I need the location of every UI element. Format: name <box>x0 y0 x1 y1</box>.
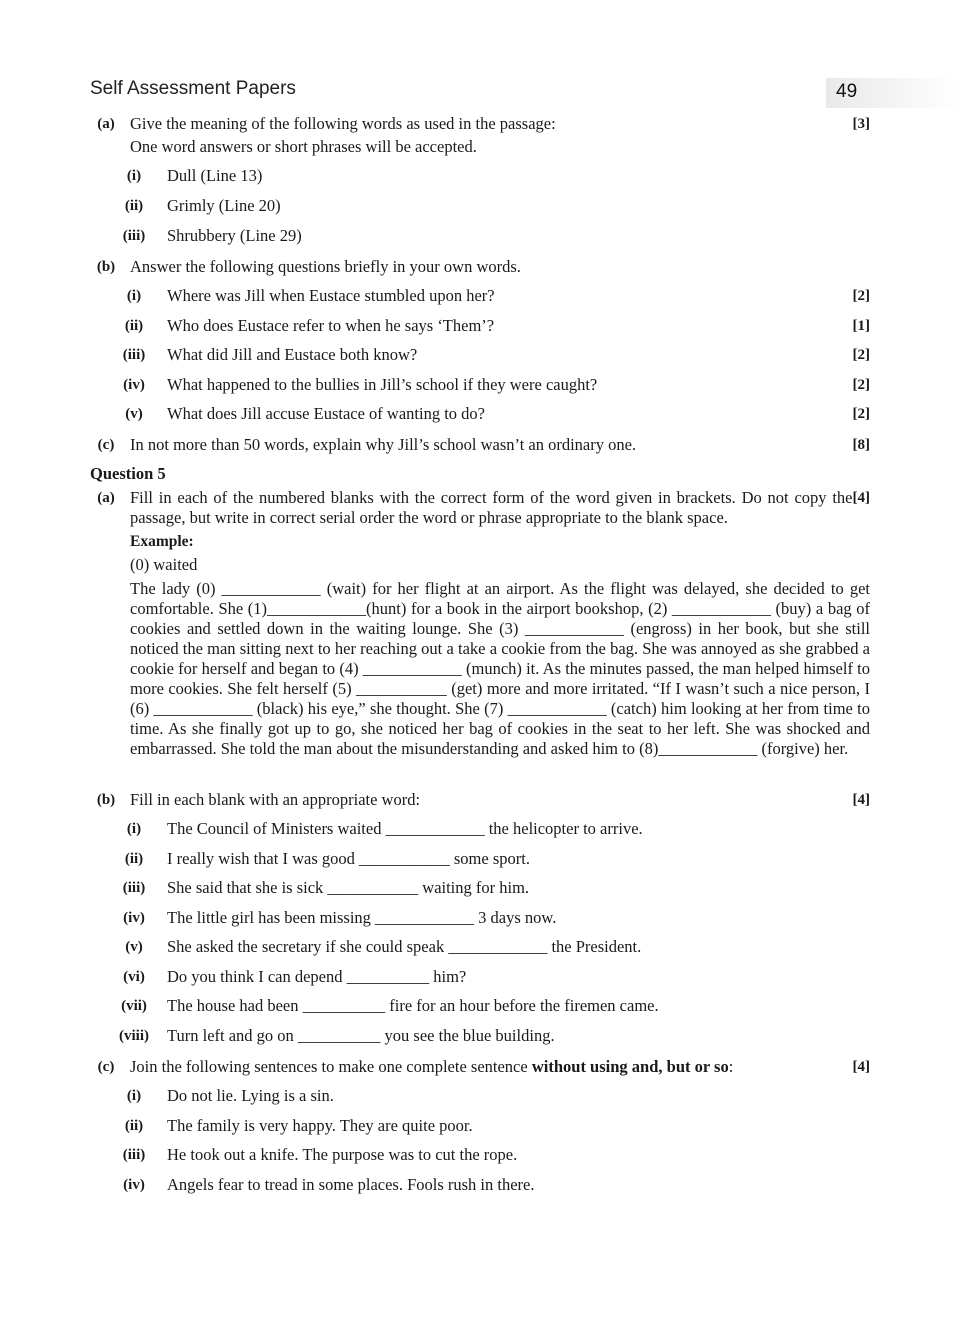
item-label: (c) <box>97 1059 115 1075</box>
item-text: Turn left and go on __________ you see the blue building. <box>167 1026 555 1045</box>
item-label: (b) <box>96 259 116 275</box>
item-text: She said that she is sick ___________ waiting for him. <box>167 878 530 897</box>
item-label: (iii) <box>122 1147 146 1163</box>
marks: [4] <box>852 1059 870 1075</box>
marks: [2] <box>852 406 870 422</box>
question-text-emphasis: without using and, but or so <box>531 1057 729 1076</box>
item-text: Do not lie. Lying is a sin. <box>167 1086 334 1105</box>
item-text: The Council of Ministers waited ____________ the helicopter to arrive. <box>167 819 643 838</box>
running-header: Self Assessment Papers <box>90 78 296 99</box>
question-text: Give the meaning of the following words as used in the passage: <box>130 114 556 133</box>
item-text: Angels fear to tread in some places. Fools rush in there. <box>167 1175 535 1194</box>
item-label: (i) <box>126 821 142 837</box>
question5-a-instruction <box>130 488 870 528</box>
item-text: Dull (Line 13) <box>167 166 263 185</box>
item-label: (ii) <box>124 1118 144 1134</box>
item-label: (vii) <box>121 998 147 1014</box>
marks: [8] <box>852 437 870 453</box>
question-heading: Question 5 <box>90 464 166 483</box>
question-text: Answer the following questions briefly in your own words. <box>130 257 521 276</box>
item-text: Who does Eustace refer to when he says ‘Them’? <box>167 316 495 335</box>
item-label: (i) <box>126 168 142 184</box>
item-text: Grimly (Line 20) <box>167 196 281 215</box>
item-label: (b) <box>96 792 116 808</box>
item-text: Do you think I can depend __________ him? <box>167 967 467 986</box>
question-text: In not more than 50 words, explain why Jill’s school wasn’t an ordinary one. <box>130 435 637 454</box>
item-label: (iv) <box>123 1177 145 1193</box>
item-label: (a) <box>97 116 115 132</box>
item-text: The house had been __________ fire for an hour before the firemen came. <box>167 996 659 1015</box>
item-text: What happened to the bullies in Jill’s school if they were caught? <box>167 375 598 394</box>
item-text: He took out a knife. The purpose was to cut the rope. <box>167 1145 518 1164</box>
item-label: (i) <box>126 1088 142 1104</box>
item-label: (v) <box>125 939 143 955</box>
item-text: The family is very happy. They are quite poor. <box>167 1116 473 1135</box>
marks: [1] <box>852 318 870 334</box>
question-subtext: One word answers or short phrases will be accepted. <box>130 137 477 156</box>
item-label: (iv) <box>123 910 145 926</box>
question-text-pre: Join the following sentences to make one complete sentence <box>130 1057 532 1076</box>
item-label: (a) <box>97 490 115 506</box>
example-answer: (0) waited <box>130 555 198 574</box>
question-text <box>130 1057 733 1077</box>
marks: [2] <box>852 377 870 393</box>
item-label: (v) <box>125 406 143 422</box>
item-label: (ii) <box>124 198 144 214</box>
item-label: (i) <box>126 288 142 304</box>
marks: [4] <box>852 490 870 506</box>
marks: [2] <box>852 288 870 304</box>
item-text: Shrubbery (Line 29) <box>167 226 302 245</box>
page-number: 49 <box>836 81 858 102</box>
item-label: (viii) <box>119 1028 149 1044</box>
item-label: (iii) <box>122 880 146 896</box>
item-text: I really wish that I was good ___________ some sport. <box>167 849 530 868</box>
item-text: The little girl has been missing ____________ 3 days now. <box>167 908 557 927</box>
item-label: (vi) <box>123 969 145 985</box>
marks: [3] <box>852 116 870 132</box>
item-label: (iii) <box>122 347 146 363</box>
marks: [4] <box>852 792 870 808</box>
item-text: Where was Jill when Eustace stumbled upon her? <box>167 286 495 305</box>
question-text-post: : <box>728 1057 734 1076</box>
cloze-passage: The lady (0) ____________ (wait) for her flight at an airport. As the flight was delayed, she decided to get comfortable. She (1)____________(hunt) for a book in the airport bookshop, (2) ____________ (buy) a bag of cookies and settled down in the waiting lounge. She (3) ____________ (engross) in her book, but she still noticed the man sitting next to her reaching out a take a cookie from the bag. She was annoyed as she grabbed a cookie for herself and began to (4) ____________ (munch) it. As the minutes passed, the man helped himself to more cookies. She felt herself (5) ___________ (get) more and more irritated. “If I wasn’t such a nice person, I (6) ____________ (black) his eye,” she thought. She (7) ____________ (catch) him looking at her from time to time. As she finally got up to go, she noticed her bag of cookies in the seat to her left. She was shocked and embarrassed. She told the man about the misunderstanding and asked him to (8)____________ (forgive) her. <box>130 579 870 758</box>
marks: [2] <box>852 347 870 363</box>
item-label: (c) <box>97 437 115 453</box>
item-text: What did Jill and Eustace both know? <box>167 345 418 364</box>
question-text: Fill in each blank with an appropriate word: <box>130 790 421 809</box>
item-text: What does Jill accuse Eustace of wanting to do? <box>167 404 485 423</box>
item-label: (ii) <box>124 318 144 334</box>
item-label: (iii) <box>122 228 146 244</box>
item-text: She asked the secretary if she could speak ____________ the President. <box>167 937 642 956</box>
example-label: Example: <box>130 533 194 550</box>
item-label: (iv) <box>123 377 145 393</box>
instruction-text: Fill in each of the numbered blanks with the correct form of the word given in brackets. Do not copy the passage, but write in correct serial order the word or phrase appropriate to the blank space. <box>130 488 853 527</box>
page-number-tab <box>826 78 960 108</box>
item-label: (ii) <box>124 851 144 867</box>
